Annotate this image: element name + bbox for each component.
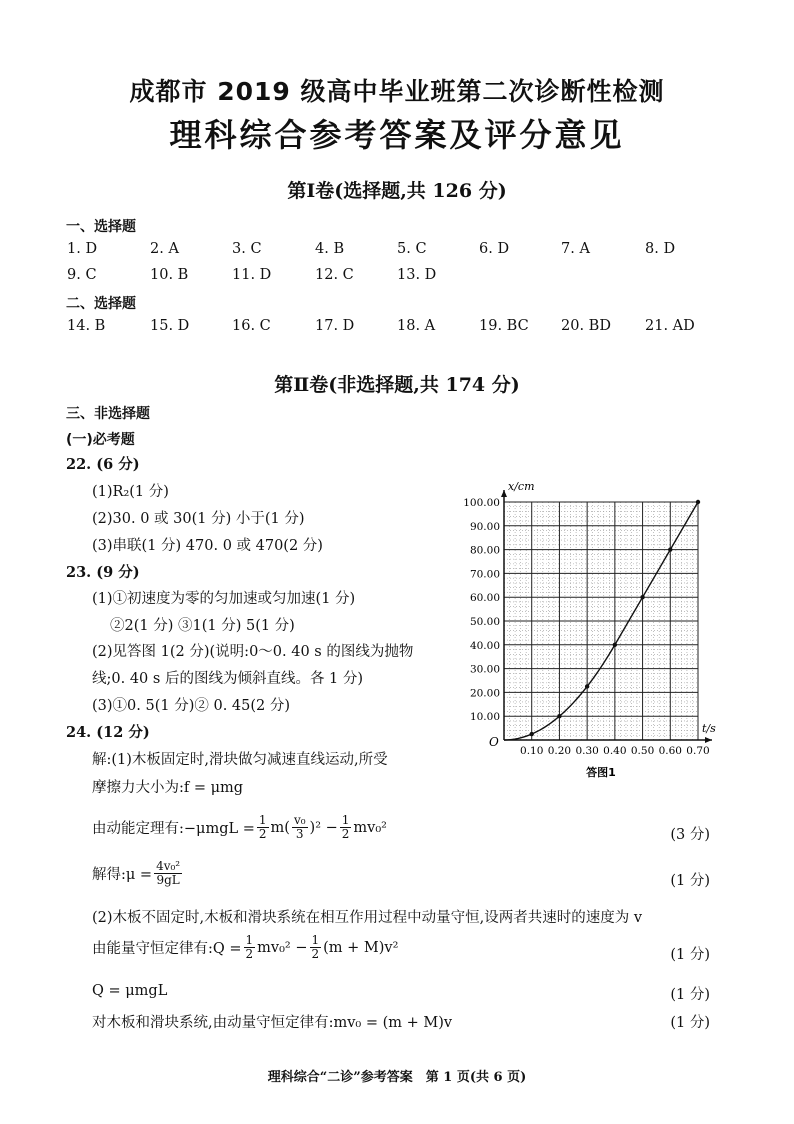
frac-num: 4v₀²: [156, 859, 181, 873]
q23-line5: (3)①0. 5(1 分)② 0. 45(2 分): [92, 698, 291, 714]
answer-13: 13. D: [397, 267, 437, 283]
q24-line2: 摩擦力大小为:f = μmg: [92, 780, 244, 796]
y-tick-label: 60.00: [469, 592, 500, 605]
q24-equation-energy: [92, 934, 398, 961]
part1-heading: 第Ⅰ卷(选择题,共 126 分): [287, 180, 507, 202]
answer-9: 9. C: [67, 267, 97, 283]
data-point: [613, 643, 617, 647]
document-subtitle: 理科综合参考答案及评分意见: [169, 116, 625, 154]
answer-19: 19. BC: [479, 318, 529, 334]
answer-14: 14. B: [67, 318, 106, 334]
x-tick-label: 0.50: [630, 745, 655, 757]
answer-10: 10. B: [150, 267, 189, 283]
answer-figure-1-chart: [454, 476, 724, 786]
y-axis-arrow: [501, 490, 507, 497]
q23-line2: ②2(1 分) ③1(1 分) 5(1 分): [110, 618, 295, 634]
eq2-score: (1 分): [670, 873, 710, 889]
eq3-score: (1 分): [670, 947, 710, 963]
frac-num: 1: [311, 933, 320, 947]
eq4-score: (1 分): [670, 987, 710, 1003]
x-tick-label: 0.10: [520, 745, 544, 757]
data-point: [585, 684, 589, 688]
frac-den: 9gL: [156, 873, 180, 887]
q23-line1: (1)①初速度为零的匀加速或匀加速(1 分): [92, 591, 356, 607]
answer-11: 11. D: [232, 267, 272, 283]
answer-16: 16. C: [232, 318, 271, 334]
document-title: 成都市 2019 级高中毕业班第二次诊断性检测: [129, 77, 665, 106]
answer-17: 17. D: [315, 318, 355, 334]
q22-title: 22. (6 分): [66, 456, 140, 473]
eq1-mv0sq: mv₀²: [353, 819, 387, 836]
section3-label: 三、非选择题: [66, 406, 150, 422]
x-tick-label: 0.60: [658, 745, 682, 757]
x-axis-label: t/s: [702, 722, 716, 735]
eq3-end: (m + M)v²: [323, 939, 399, 956]
answer-6: 6. D: [479, 241, 510, 257]
fraction-half: [310, 934, 322, 961]
frac-num: 1: [258, 813, 267, 827]
y-tick-label: 40.00: [469, 639, 500, 652]
answer-8: 8. D: [645, 241, 676, 257]
fraction-mu: [154, 860, 182, 887]
answer-1: 1. D: [67, 241, 98, 257]
fraction-v0-third: [292, 814, 308, 841]
answer-7: 7. A: [561, 241, 590, 257]
q24-line1: 解:(1)木板固定时,滑块做匀减速直线运动,所受: [92, 752, 388, 768]
x-tick-label: 0.20: [547, 745, 572, 757]
y-tick-label: 100.00: [463, 497, 500, 509]
y-tick-label: 10.00: [469, 711, 500, 724]
fraction-half: [257, 814, 269, 841]
eq3-mid: mv₀² −: [257, 939, 308, 956]
q22-line3: (3)串联(1 分) 470. 0 或 470(2 分): [92, 538, 323, 554]
q24-title: 24. (12 分): [66, 724, 150, 741]
q22-line2: (2)30. 0 或 30(1 分) 小于(1 分): [92, 511, 305, 527]
data-point: [530, 732, 534, 736]
eq2-prefix: 解得:μ =: [92, 867, 153, 883]
axis-labels: [463, 480, 716, 779]
x-tick-label: 0.30: [575, 745, 599, 757]
q23-line3: (2)见答图 1(2 分)(说明:0～0. 40 s 的图线为抛物: [92, 644, 414, 660]
q23-line4: 线;0. 40 s 后的图线为倾斜直线。各 1 分): [92, 671, 364, 687]
section2-label: 二、选择题: [66, 296, 136, 312]
frac-num: v₀: [293, 813, 306, 827]
frac-num: 1: [245, 933, 254, 947]
section1-label: 一、选择题: [66, 219, 136, 235]
page-footer: 理科综合“二诊”参考答案 第 1 页(共 6 页): [267, 1070, 527, 1085]
data-point: [557, 714, 561, 718]
answer-12: 12. C: [315, 267, 354, 283]
frac-den: 2: [245, 947, 254, 961]
frac-den: 3: [295, 827, 304, 841]
y-tick-label: 50.00: [469, 616, 500, 628]
q23-title: 23. (9 分): [66, 564, 140, 581]
eq1-close: )² −: [309, 819, 338, 836]
eq1-score: (3 分): [670, 827, 710, 843]
eq5-score: (1 分): [670, 1015, 710, 1031]
frac-den: 2: [258, 827, 267, 841]
fraction-half: [340, 814, 352, 841]
q24-equation-heat: Q = μmgL: [92, 983, 168, 999]
answer-2: 2. A: [150, 241, 179, 257]
y-tick-label: 80.00: [469, 544, 500, 557]
y-tick-label: 30.00: [469, 663, 500, 676]
origin-label: O: [489, 735, 499, 749]
x-tick-label: 0.70: [686, 745, 710, 757]
x-axis-arrow: [705, 737, 712, 743]
q24-equation-kinetic-energy: [92, 814, 387, 841]
frac-den: 2: [341, 827, 350, 841]
frac-num: 1: [341, 813, 350, 827]
frac-den: 2: [311, 947, 320, 961]
data-point: [640, 595, 644, 599]
y-tick-label: 90.00: [469, 520, 500, 533]
answer-15: 15. D: [150, 318, 190, 334]
eq1-m: m(: [270, 819, 290, 836]
y-tick-label: 70.00: [469, 568, 500, 581]
eq1-prefix: 由动能定理有:−μmgL =: [92, 821, 255, 837]
answer-3: 3. C: [232, 241, 262, 257]
q24-equation-mu: [92, 860, 184, 887]
grid-major: [504, 502, 698, 740]
part2-heading: 第Ⅱ卷(非选择题,共 174 分): [274, 374, 520, 396]
y-tick-label: 20.00: [469, 687, 500, 700]
eq3-prefix: 由能量守恒定律有:Q =: [92, 941, 242, 957]
q22-line1: (1)R₂(1 分): [92, 484, 169, 500]
q24-equation-momentum: 对木板和滑块系统,由动量守恒定律有:mv₀ = (m + M)v: [92, 1015, 453, 1031]
x-tick-label: 0.40: [603, 745, 627, 757]
answer-20: 20. BD: [561, 318, 611, 334]
required-questions-label: (一)必考题: [66, 432, 135, 448]
answer-5: 5. C: [397, 241, 427, 257]
data-point: [668, 547, 672, 551]
fraction-half: [244, 934, 256, 961]
answer-21: 21. AD: [645, 318, 695, 334]
y-axis-label: x/cm: [508, 480, 535, 493]
chart-title: 答图1: [586, 766, 616, 779]
q24-line3: (2)木板不固定时,木板和滑块系统在相互作用过程中动量守恒,设两者共速时的速度为 v: [92, 910, 643, 926]
answer-4: 4. B: [315, 241, 345, 257]
data-point: [696, 500, 700, 504]
answer-18: 18. A: [397, 318, 436, 334]
